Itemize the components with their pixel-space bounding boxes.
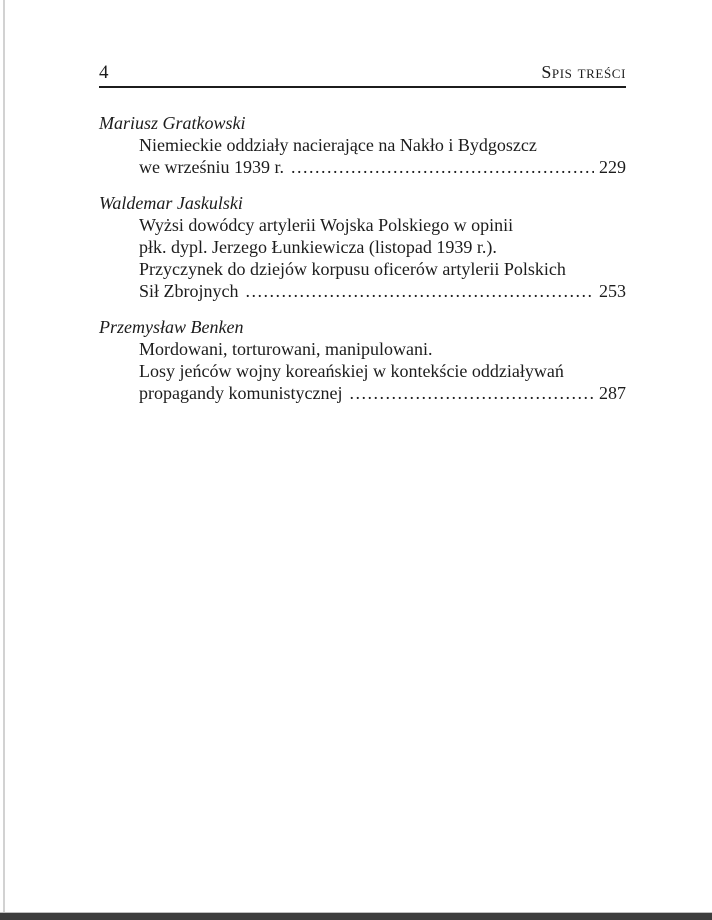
toc-entry-title: [139, 338, 626, 404]
dot-leader: [291, 156, 594, 178]
page-content: [99, 0, 626, 404]
toc-entry-author: Przemysław Benken: [99, 317, 244, 337]
dot-leader: [349, 382, 594, 404]
toc-title-last-line: [139, 156, 626, 178]
toc-page-number: 287: [599, 383, 626, 403]
toc-entry: [99, 112, 626, 178]
toc-title-line: Wyżsi dowódcy artylerii Wojska Polskiego w opinii: [139, 215, 514, 235]
toc-title-line-text: we wrześniu 1939 r.: [139, 157, 284, 177]
toc-title-line: Przyczynek do dziejów korpusu oficerów artylerii Polskich: [139, 259, 566, 279]
toc-title-line-text: Sił Zbrojnych: [139, 281, 239, 301]
toc-title-last-line: [139, 280, 626, 302]
toc-title-line: Losy jeńców wojny koreańskiej w kontekście oddziaływań: [139, 361, 564, 381]
toc-entry-author: Mariusz Gratkowski: [99, 113, 246, 133]
toc-title-last-line: [139, 382, 626, 404]
toc-title-line-text: propagandy komunistycznej: [139, 383, 343, 403]
toc-entry-author: Waldemar Jaskulski: [99, 193, 243, 213]
toc-page-number: 229: [599, 157, 626, 177]
toc-title-line: Mordowani, torturowani, manipulowani.: [139, 339, 433, 359]
page-left-edge-line: [3, 0, 5, 913]
toc-entry-title: [139, 214, 626, 302]
toc-page-number: 253: [599, 281, 626, 301]
table-of-contents: [99, 112, 626, 404]
toc-entry-title: [139, 134, 626, 178]
dot-leader: [246, 280, 595, 302]
running-head-title: Spis treści: [541, 62, 626, 82]
toc-entry: [99, 316, 626, 404]
running-head: [99, 61, 626, 88]
toc-title-line: Niemieckie oddziały nacierające na Nakło i Bydgoszcz: [139, 135, 537, 155]
page-bottom-edge: [0, 913, 712, 920]
page-number: 4: [99, 62, 109, 83]
toc-entry: [99, 192, 626, 302]
toc-title-line: płk. dypl. Jerzego Łunkiewicza (listopad 1939 r.).: [139, 237, 497, 257]
